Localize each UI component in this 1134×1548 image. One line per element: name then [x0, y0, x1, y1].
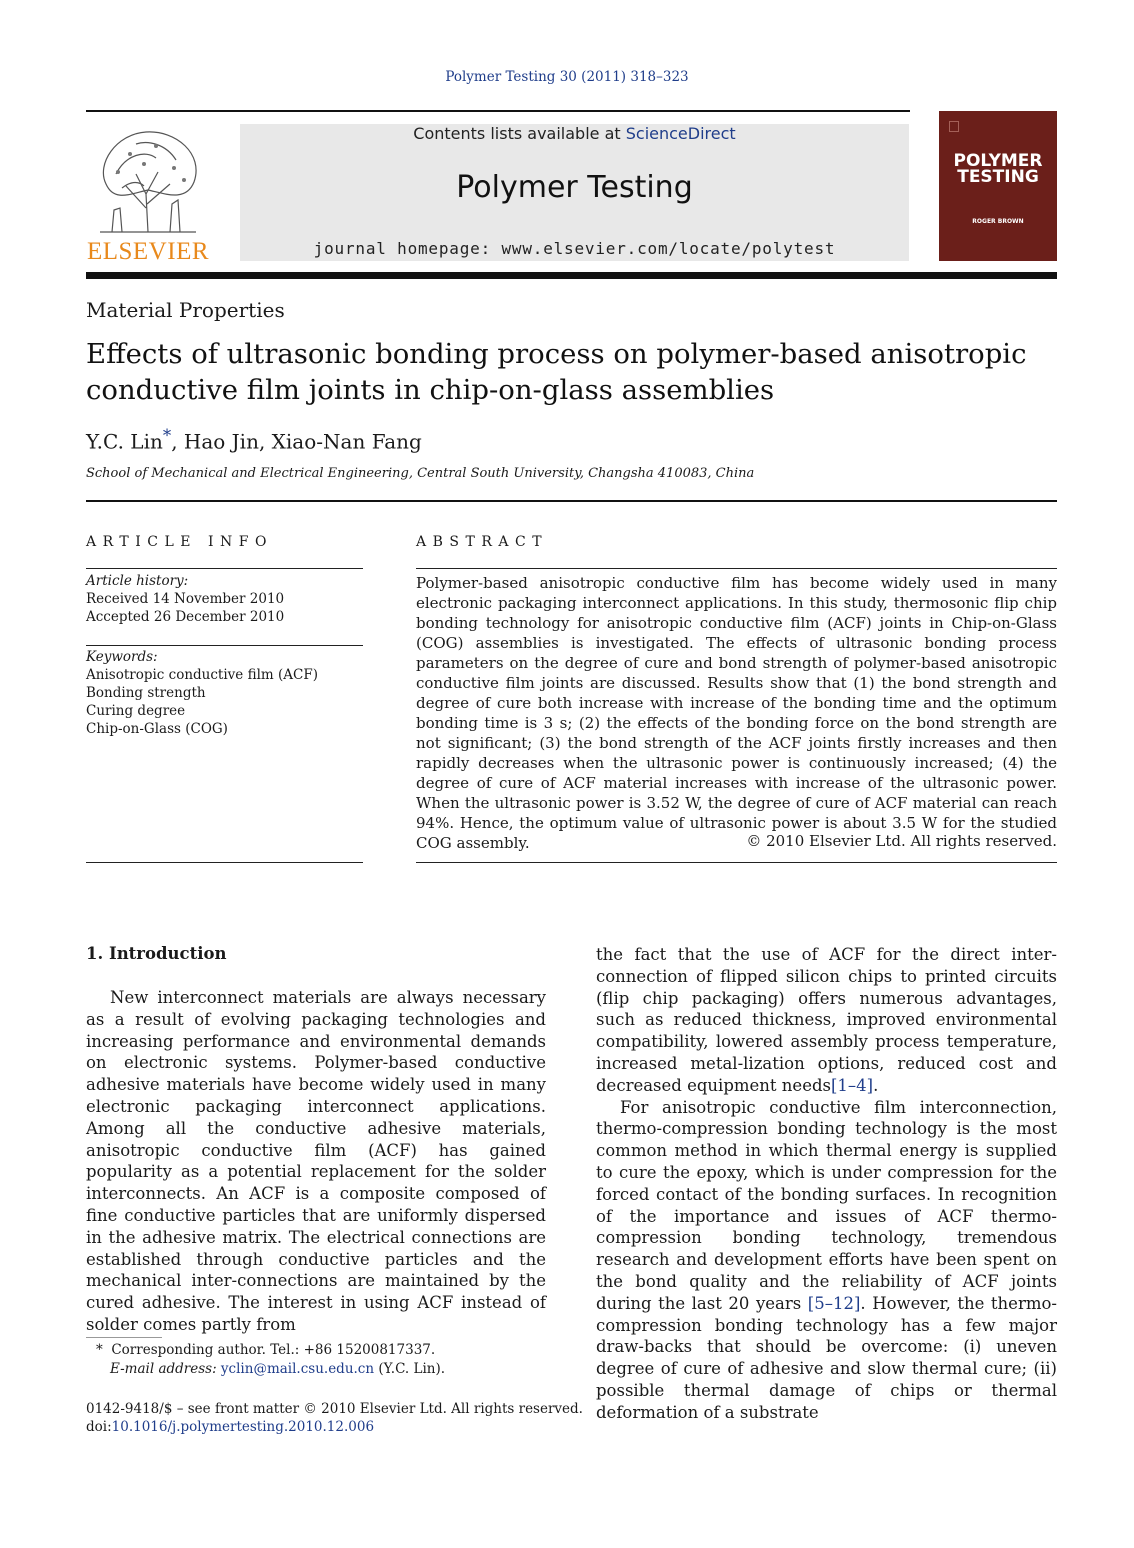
journal-homepage[interactable]: journal homepage: www.elsevier.com/locate/polytest: [313, 239, 836, 258]
contents-prefix: Contents lists available at: [413, 124, 626, 143]
article-info-bottom-rule: [86, 862, 363, 863]
keyword-item: Chip-on-Glass (COG): [86, 721, 228, 737]
keywords-rule: [86, 645, 363, 646]
intro-paragraph-1-continued: [596, 944, 1057, 1097]
cover-editor: ROGER BROWN: [972, 218, 1024, 225]
email-suffix: (Y.C. Lin).: [374, 1361, 446, 1377]
author-rest: , Hao Jin, Xiao-Nan Fang: [171, 429, 422, 454]
received-date: Received 14 November 2010: [86, 591, 285, 607]
paragraph-text: the fact that the use of ACF for the direct inter-connection of flipped silicon chips to printed circuits (flip chip packaging) offers numerous advantages, such as reduced thickness, improved environmental compatibility, lowered assembly process temperature, increased metal-lization options, reduced cost and decreased equipment needs: [596, 945, 1057, 1095]
paragraph-text: . However, the thermo-compression bonding technology has a few major draw-backs that should be overcome: (i) uneven degree of cure of adhesive and slow thermal cure; (ii) possible thermal damage of chips or thermal deformation of a substrate: [596, 1293, 1057, 1422]
section-label: Material Properties: [86, 298, 285, 322]
article-title: [86, 336, 1066, 408]
doi-label: doi:: [86, 1419, 112, 1435]
title-line2: conductive film joints in chip-on-glass assemblies: [86, 374, 775, 406]
corresponding-author-note: [96, 1341, 556, 1360]
contents-availability: [240, 124, 909, 143]
journal-name: Polymer Testing: [456, 170, 693, 205]
title-line1: Effects of ultrasonic bonding process on polymer-based anisotropic: [86, 338, 1027, 370]
abstract-heading: ABSTRACT: [416, 534, 549, 550]
author-first: Y.C. Lin: [86, 429, 163, 454]
history-label: Article history:: [86, 573, 189, 589]
keyword-item: Bonding strength: [86, 685, 206, 701]
paragraph-end: .: [873, 1075, 879, 1095]
sciencedirect-link[interactable]: ScienceDirect: [625, 124, 736, 143]
journal-masthead: [240, 124, 909, 261]
abstract-bottom-rule: [416, 862, 1057, 863]
citation-link[interactable]: [1–4]: [831, 1075, 874, 1095]
article-info-heading: ARTICLE INFO: [86, 534, 273, 550]
abstract-rule: [416, 568, 1057, 569]
elsevier-tree-icon: [86, 124, 210, 236]
footnote-marker: *: [96, 1342, 103, 1358]
front-matter: [86, 1400, 586, 1436]
abstract-paragraph: Polymer-based anisotropic conductive film has become widely used in many electronic packaging interconnect applications. In this study, thermosonic flip chip bonding technology for anisotropic conductive film (ACF) joints in Chip-on-Glass (COG) assemblies is investigated. The effects of ultrasonic bonding process parameters on the degree of cure and bond strength of polymer-based anisotropic conductive film joints are discussed. Results show that (1) the bond strength and degree of cure both increase with increase of the bonding time and the optimum bonding time is 3 s; (2) the effects of the bonding force on the bond strength are not significant; (3) the bond strength of the ACF joints firstly increases and then rapidly decreases when the ultrasonic power is continuously increased; (4) the degree of cure of ACF material increases with increase of the ultrasonic power. When the ultrasonic power is 3.52 W, the degree of cure of ACF material can reach 94%. Hence, the optimum value of ultrasonic power is about 3.5 W for the studied COG assembly.: [416, 574, 1057, 852]
cover-title: [939, 153, 1057, 185]
intro-paragraph-2: [596, 1097, 1057, 1424]
journal-reference-link[interactable]: Polymer Testing 30 (2011) 318–323: [445, 69, 689, 85]
citation-link[interactable]: [5–12]: [807, 1293, 861, 1313]
corresponding-author-text: Corresponding author. Tel.: +86 15200817337.: [111, 1342, 436, 1358]
keyword-item: Anisotropic conductive film (ACF): [86, 667, 318, 683]
abstract-text: [416, 573, 1057, 853]
heading-rule: [86, 500, 1057, 502]
introduction-heading: 1. Introduction: [86, 944, 227, 963]
accepted-date: Accepted 26 December 2010: [86, 609, 285, 625]
affiliation: School of Mechanical and Electrical Engineering, Central South University, Changsha 410083, China: [86, 466, 755, 481]
article-history: [86, 572, 363, 626]
abstract-copyright: © 2010 Elsevier Ltd. All rights reserved.: [746, 832, 1057, 850]
issn-line: 0142-9418/$ – see front matter © 2010 Elsevier Ltd. All rights reserved.: [86, 1401, 583, 1417]
paragraph-text: For anisotropic conductive film interconnection, thermo-compression bonding technology is the most common method in which thermal energy is supplied to cure the epoxy, which is under compression for the forced contact of the bonding surfaces. In recognition of the importance and issues of ACF thermo-compression bonding technology, tremendous research and development efforts have been spent on the bond quality and the reliability of ACF joints during the last 20 years: [596, 1097, 1057, 1313]
cover-title-line2: TESTING: [957, 167, 1039, 187]
journal-cover: [939, 111, 1057, 261]
keywords-block: [86, 648, 363, 738]
doi-line: [86, 1418, 586, 1436]
doi-link[interactable]: 10.1016/j.polymertesting.2010.12.006: [111, 1419, 375, 1435]
cover-title-line1: POLYMER: [953, 151, 1043, 171]
elsevier-logo: [86, 124, 210, 265]
keywords-label: Keywords:: [86, 649, 158, 665]
email-note: [96, 1360, 556, 1379]
article-info-rule: [86, 568, 363, 569]
cover-emblem-icon: [949, 121, 959, 132]
header-rule: [86, 110, 910, 112]
body-column-left: [86, 987, 546, 1336]
corresponding-marker[interactable]: *: [162, 426, 172, 445]
body-column-right: [596, 944, 1057, 1424]
header-thick-rule: [86, 272, 1057, 279]
email-label: E-mail address:: [110, 1361, 221, 1377]
author-list: [86, 426, 422, 454]
keyword-item: Curing degree: [86, 703, 186, 719]
footnote-rule: [86, 1337, 162, 1338]
footnote: [96, 1341, 556, 1379]
intro-paragraph-1: New interconnect materials are always necessary as a result of evolving packaging technologies and increasing performance and environmental demands on electronic systems. Polymer-based conductive adhesive materials have become widely used in many electronic packaging interconnect applications. Among all the conductive adhesive materials, anisotropic conductive film (ACF) has gained popularity as a potential replacement for the solder interconnects. An ACF is a composite composed of fine conductive particles that are uniformly dispersed in the adhesive matrix. The electrical connections are established through conductive particles and the mechanical inter-connections are maintained by the cured adhesive. The interest in using ACF instead of solder comes partly from: [86, 988, 546, 1334]
elsevier-wordmark: ELSEVIER: [86, 238, 210, 265]
email-link[interactable]: yclin@mail.csu.edu.cn: [220, 1361, 375, 1377]
